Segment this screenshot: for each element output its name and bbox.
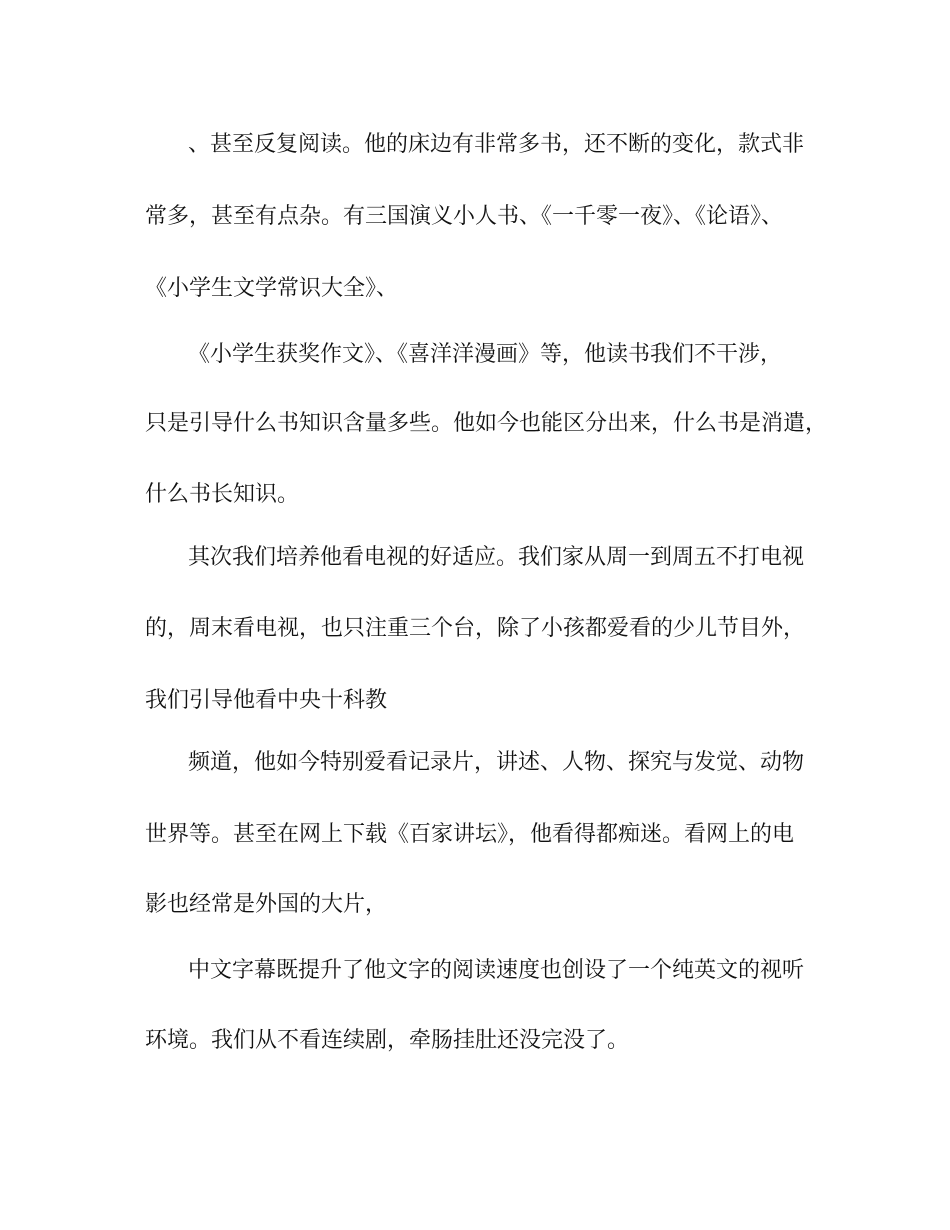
text-line: 世界等。甚至在网上下载《百家讲坛》，他看得都痴迷。看网上的电	[145, 822, 795, 847]
text-line: 我们引导他看中央十科教	[145, 688, 388, 713]
text-line: 中文字幕既提升了他文字的阅读速度也创设了一个纯英文的视听	[188, 958, 805, 983]
text-line: 频道，他如今特别爱看记录片，讲述、人物、探究与发觉、动物	[188, 750, 805, 775]
text-line: 其次我们培养他看电视的好适应。我们家从周一到周五不打电视	[188, 545, 805, 570]
text-line: 什么书长知识。	[145, 482, 300, 507]
text-line: 影也经常是外国的大片，	[145, 892, 388, 917]
text-line: 环境。我们从不看连续剧，牵肠挂肚还没完没了。	[145, 1028, 630, 1053]
text-line: 只是引导什么书知识含量多些。他如今也能区分出来，什么书是消遣，	[145, 411, 828, 436]
text-line: 的，周末看电视，也只注重三个台，除了小孩都爱看的少儿节目外，	[145, 616, 806, 641]
text-line: 常多，甚至有点杂。有三国演义小人书、《一千零一夜》、《论语》、	[145, 204, 784, 229]
text-line: 、甚至反复阅读。他的床边有非常多书，还不断的变化，款式非	[188, 132, 805, 157]
text-line: 《小学生获奖作文》、《喜洋洋漫画》等，他读书我们不干涉，	[188, 342, 783, 367]
text-line: 《小学生文学常识大全》、	[145, 276, 399, 301]
